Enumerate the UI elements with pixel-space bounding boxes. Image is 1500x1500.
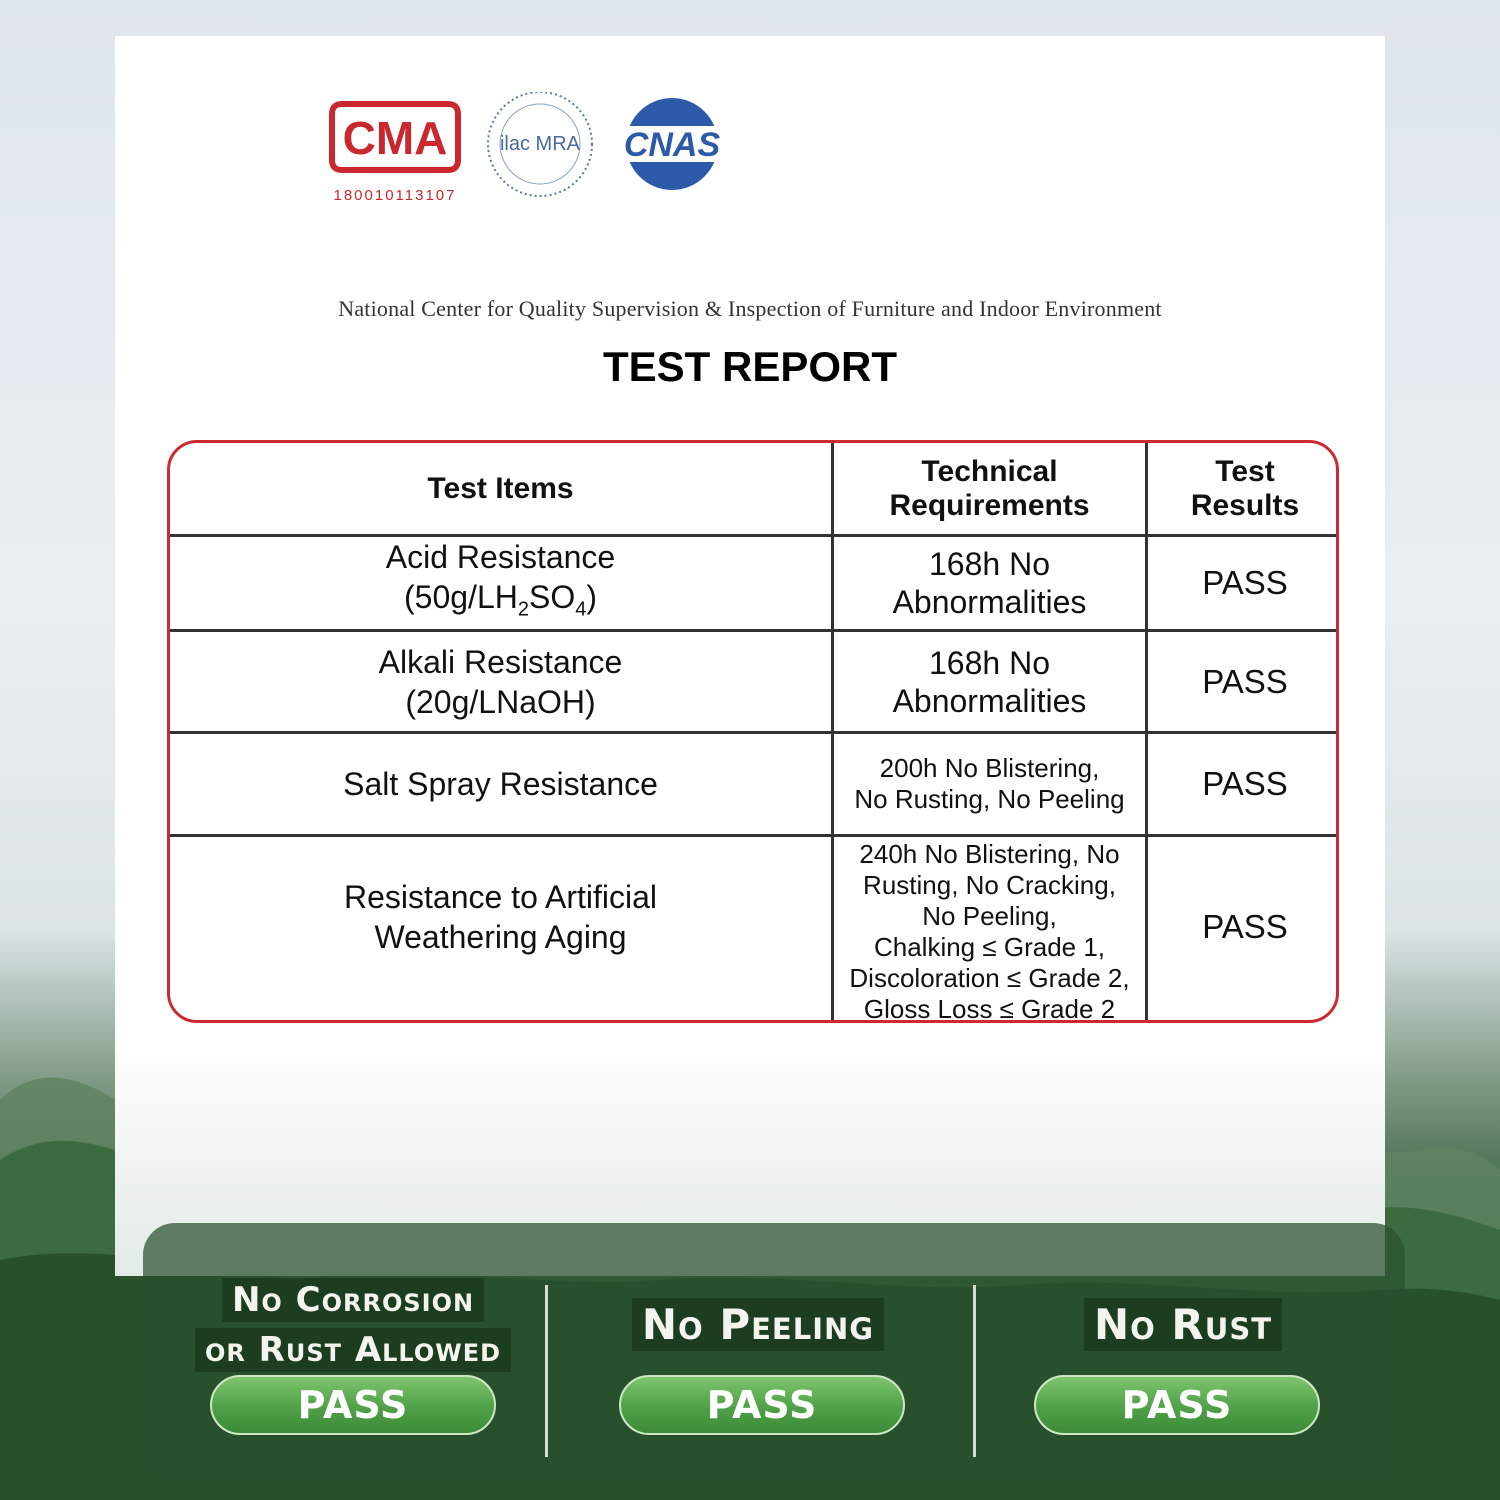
requirement-line: Gloss Loss ≤ Grade 2 (863, 993, 1116, 1023)
item-formula: $(50g/LH_2SO_4)$ (404, 578, 597, 621)
table-row-result-weathering (1148, 837, 1339, 1023)
cnas-logo-text: CNAS (623, 126, 721, 164)
table-row-item-acid (170, 537, 831, 629)
badge-no-peeling (583, 1223, 933, 1485)
item-name: Alkali Resistance (378, 643, 623, 680)
item-name: Salt Spray Resistance (343, 766, 658, 802)
result-pass: PASS (1202, 765, 1288, 802)
table-row-requirement-acid (834, 537, 1145, 629)
badge-no-rust (1013, 1223, 1353, 1485)
header-test-items (170, 443, 831, 534)
requirement-line: 168h No (929, 546, 1050, 582)
cnas-logo (616, 98, 732, 190)
header-requirements-line: Requirements (889, 488, 1090, 522)
requirement-line: Abnormalities (892, 682, 1087, 719)
certification-logos (320, 92, 740, 212)
item-name: Resistance to Artificial (343, 878, 657, 915)
item-name: Acid Resistance (385, 538, 616, 575)
table-row-result-alkali (1148, 632, 1339, 731)
pass-pill: PASS (619, 1375, 905, 1435)
header-test-results (1148, 443, 1339, 534)
table-row-item-alkali (170, 632, 831, 731)
badge-no-corrosion (183, 1223, 523, 1485)
table-row-requirement-alkali (834, 632, 1145, 731)
badge-label: No Corrosion or Rust Allowed (183, 1275, 523, 1375)
pass-badges-panel (143, 1223, 1405, 1485)
requirement-line: Rusting, No Cracking, (863, 869, 1116, 900)
badge-divider (973, 1285, 976, 1457)
result-pass: PASS (1202, 564, 1288, 601)
agency-name: National Center for Quality Supervision & Inspection of Furniture and Indoor Environment (338, 296, 1162, 321)
ilac-mra-logo (488, 92, 592, 196)
header-test-items-label: Test Items (427, 471, 574, 505)
header-results-line: Results (1190, 488, 1300, 522)
cma-logo (332, 104, 458, 204)
ilac-logo-text: ilac MRA (499, 133, 581, 155)
header-technical-requirements (834, 443, 1145, 534)
table-row-result-acid (1148, 537, 1339, 629)
pass-pill: PASS (1034, 1375, 1320, 1435)
table-row-item-weathering (170, 837, 831, 1023)
requirement-line: 168h No (929, 644, 1050, 681)
requirement-line: Discoloration ≤ Grade 2, (849, 962, 1130, 993)
table-row-result-salt-spray (1148, 734, 1339, 834)
pass-pill: PASS (210, 1375, 496, 1435)
header-requirements-line: Technical (921, 454, 1058, 488)
table-row-requirement-weathering (834, 837, 1145, 1023)
requirement-line: No Peeling, (922, 900, 1057, 931)
result-pass: PASS (1202, 907, 1288, 945)
table-row-requirement-salt-spray (834, 734, 1145, 834)
requirement-line: No Rusting, No Peeling (854, 784, 1125, 814)
badge-divider (545, 1285, 548, 1457)
header-results-line: Test (1215, 454, 1275, 488)
item-name: Weathering Aging (374, 918, 627, 955)
test-results-table (167, 440, 1339, 1023)
table-row-item-salt-spray (170, 734, 831, 834)
requirement-line: Chalking ≤ Grade 1, (873, 931, 1106, 962)
cma-logo-text: CMA (342, 112, 448, 164)
badge-label: No Peeling (583, 1299, 933, 1351)
item-formula: (20g/LNaOH) (405, 683, 596, 720)
requirement-line: 200h No Blistering, (879, 753, 1100, 783)
requirement-line: Abnormalities (892, 584, 1087, 620)
result-pass: PASS (1202, 662, 1288, 700)
badge-label: No Rust (1013, 1299, 1353, 1351)
requirement-line: 240h No Blistering, No (859, 838, 1120, 869)
cma-number: 180010113107 (333, 187, 457, 204)
report-title: TEST REPORT (602, 343, 898, 390)
